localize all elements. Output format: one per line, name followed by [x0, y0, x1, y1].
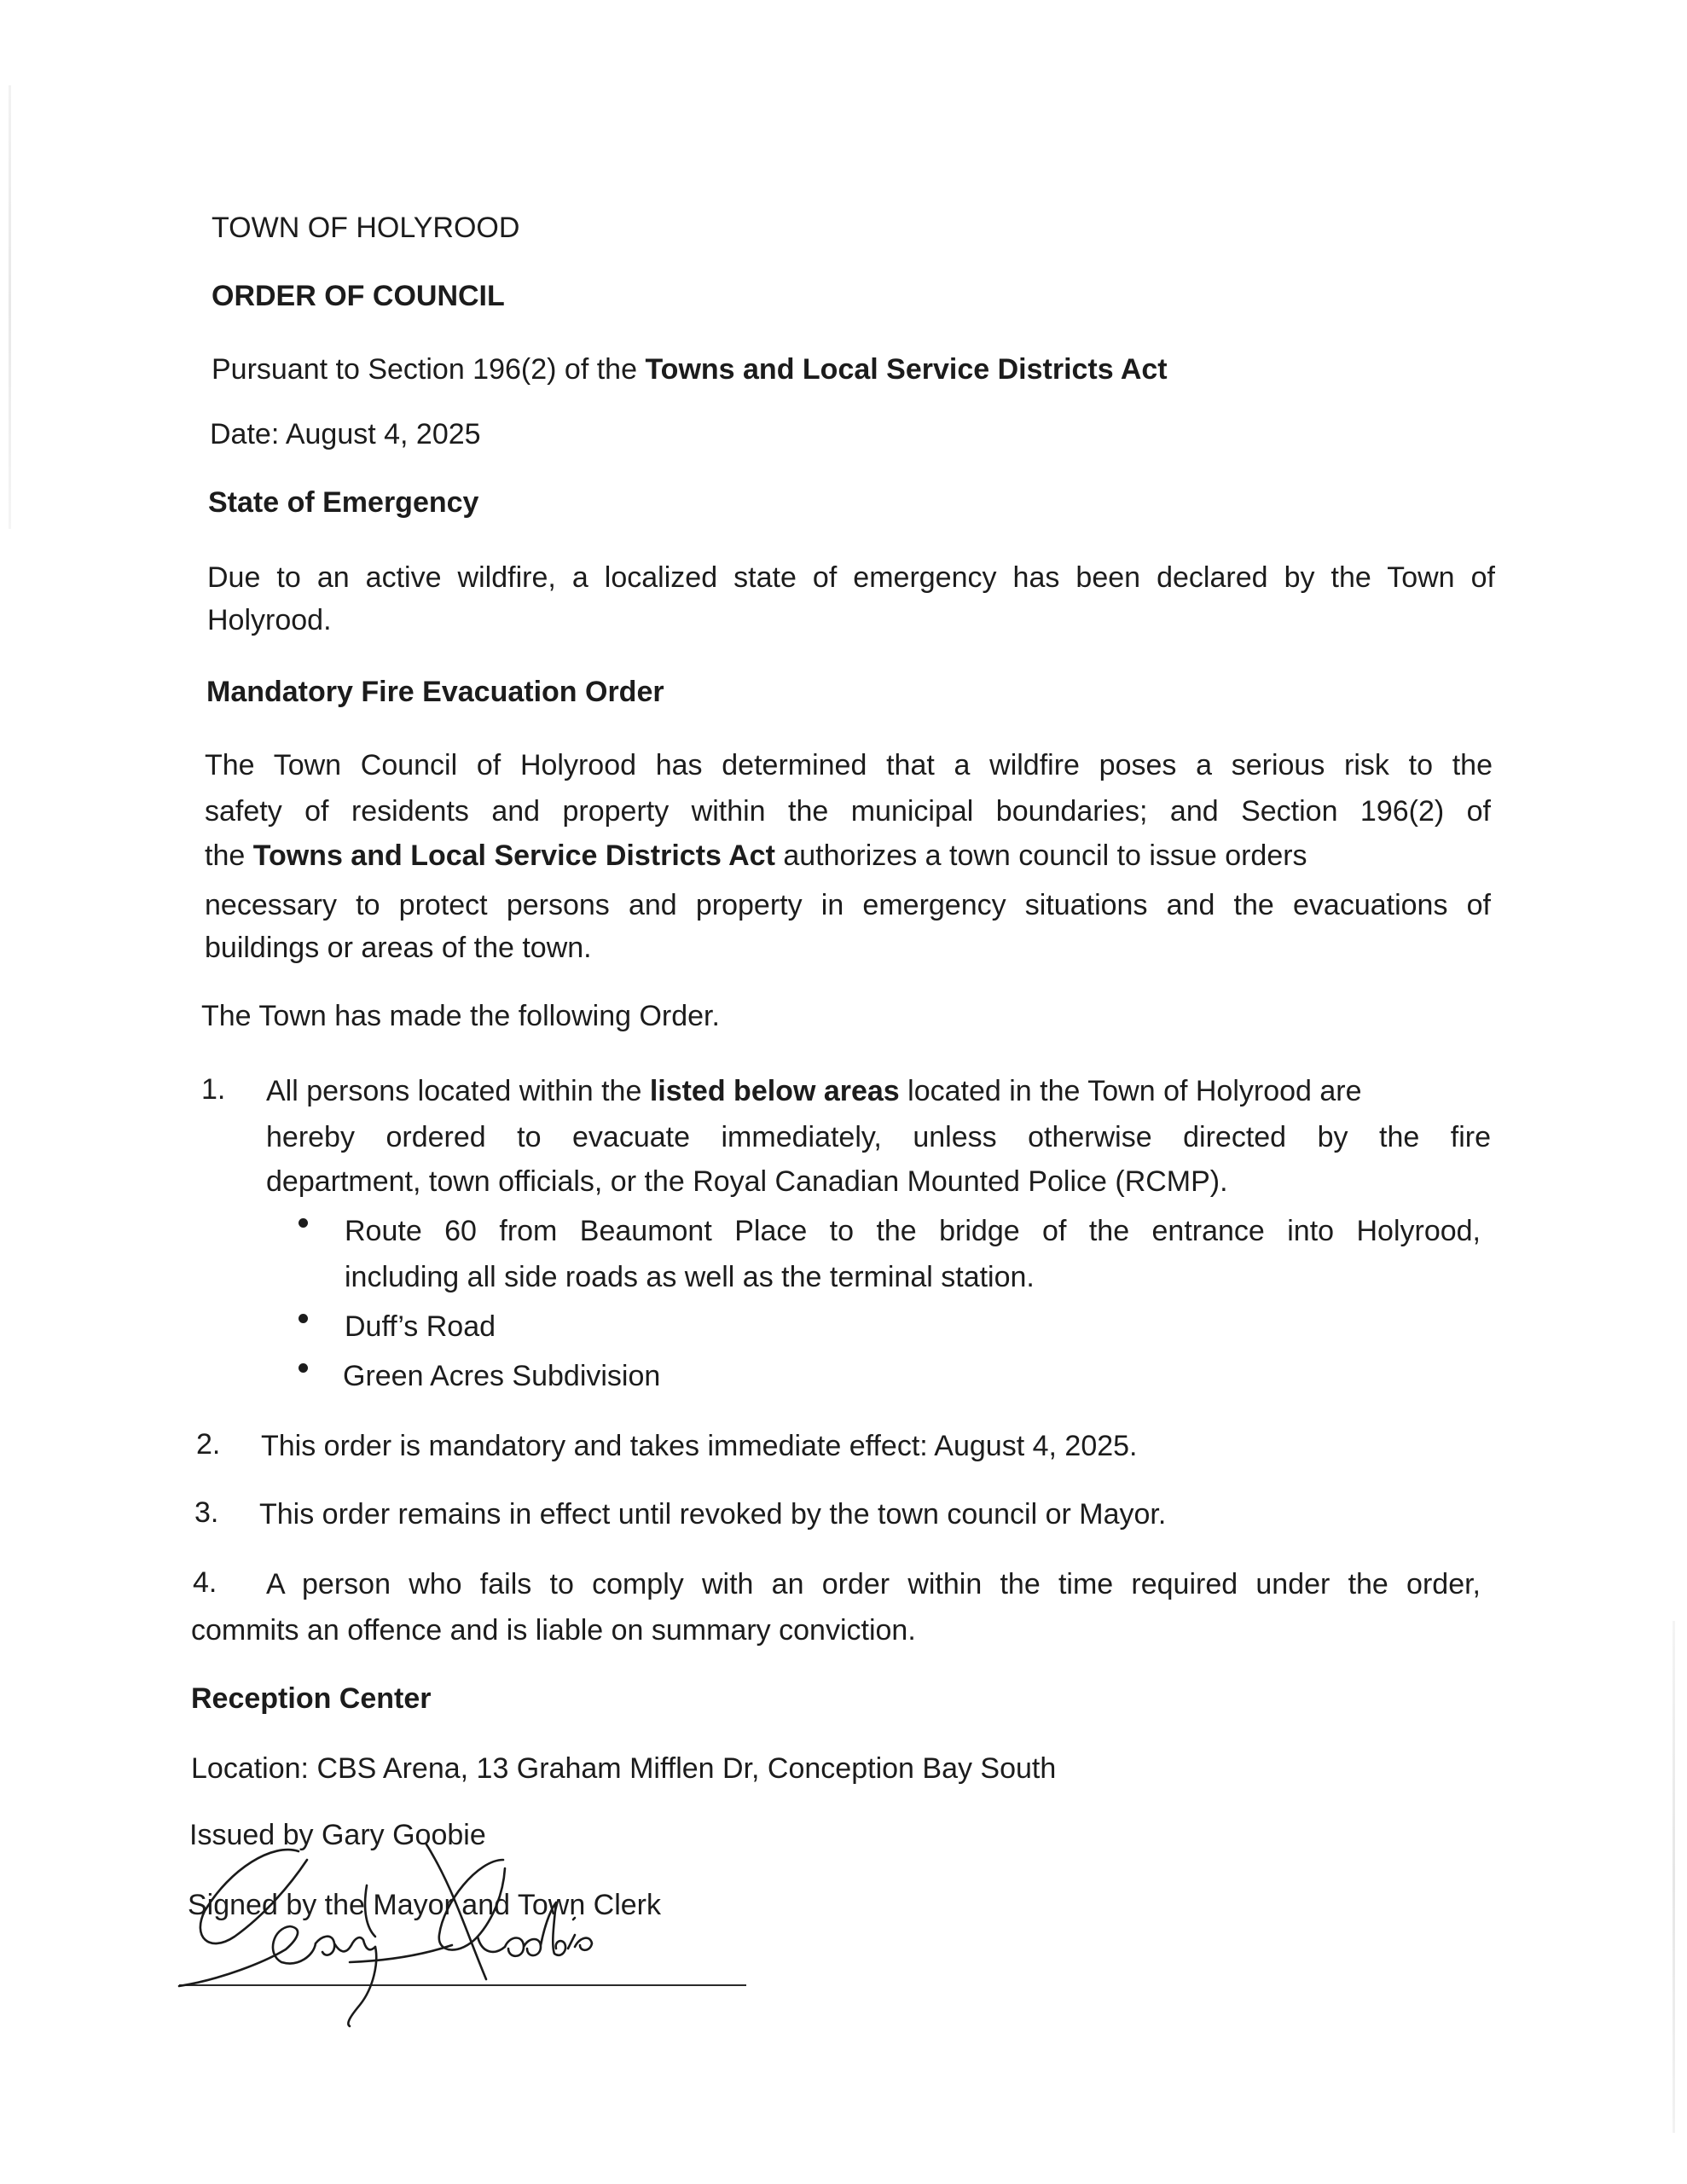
issued-by: Issued by Gary Goobie: [189, 1819, 486, 1851]
emergency-text-line-2: Holyrood.: [207, 604, 332, 636]
evacuation-act-name: Towns and Local Service Districts Act: [252, 839, 775, 872]
evacuation-line3-suffix: authorizes a town council to issue orders: [774, 839, 1307, 872]
scan-edge-left: [9, 85, 11, 529]
item-1-line-1: [266, 1068, 1362, 1114]
reception-heading: Reception Center: [191, 1682, 432, 1715]
signed-by: Signed by the Mayor and Town Clerk: [188, 1889, 662, 1921]
item-2-text: This order is mandatory and takes immediate effect: August 4, 2025.: [261, 1430, 1138, 1462]
area-2: Duff’s Road: [345, 1310, 496, 1343]
emergency-text-line-1: Due to an active wildfire, a localized state of emergency has been declared by the Town of: [207, 561, 1495, 594]
bullet-point: [299, 1363, 308, 1373]
bullet-point: [299, 1218, 308, 1228]
area-1-line-2: including all side roads as well as the terminal station.: [345, 1261, 1035, 1293]
evacuation-text-line-2: safety of residents and property within the municipal boundaries; and Section 196(2) of: [205, 795, 1491, 828]
area-1-line-1: Route 60 from Beaumont Place to the bridge of the entrance into Holyrood,: [345, 1215, 1481, 1247]
item-1-bold: listed below areas: [649, 1075, 900, 1107]
item-4-line-1: A person who fails to comply with an order within the time required under the order,: [266, 1568, 1481, 1600]
act-name: Towns and Local Service Districts Act: [645, 353, 1168, 386]
state-of-emergency-heading: State of Emergency: [208, 486, 479, 519]
evacuation-text-line-1: The Town Council of Holyrood has determined that a wildfire poses a serious risk to the: [205, 749, 1493, 781]
evacuation-line3-prefix: the: [205, 839, 253, 872]
item-1-line-3: department, town officials, or the Royal Canadian Mounted Police (RCMP).: [266, 1165, 1228, 1198]
evacuation-text-line-5: buildings or areas of the town.: [205, 932, 592, 964]
item-3-text: This order remains in effect until revoked by the town council or Mayor.: [259, 1498, 1167, 1531]
bullet-point: [299, 1314, 308, 1323]
following-order-line: The Town has made the following Order.: [201, 1000, 720, 1032]
item-4-line-2: commits an offence and is liable on summary conviction.: [191, 1614, 916, 1647]
evacuation-text-line-4: necessary to protect persons and property in emergency situations and the evacuations of: [205, 889, 1491, 921]
item-4-number: 4.: [193, 1566, 217, 1599]
pursuant-line: [212, 346, 1168, 392]
order-title: ORDER OF COUNCIL: [212, 280, 505, 312]
item-1-suffix: located in the Town of Holyrood are: [899, 1075, 1362, 1107]
item-1-prefix: All persons located within the: [266, 1075, 650, 1107]
scan-edge-right: [1673, 1621, 1675, 2133]
handwritten-signature: [171, 1834, 768, 2030]
area-3: Green Acres Subdivision: [343, 1360, 661, 1392]
pursuant-prefix: Pursuant to Section 196(2) of the: [212, 353, 646, 386]
item-2-number: 2.: [196, 1428, 221, 1461]
evacuation-text-line-3: [205, 833, 1307, 879]
order-date: Date: August 4, 2025: [210, 418, 481, 450]
item-1-line-2: hereby ordered to evacuate immediately, unless otherwise directed by the fire: [266, 1121, 1491, 1153]
item-3-number: 3.: [194, 1496, 219, 1529]
evacuation-heading: Mandatory Fire Evacuation Order: [206, 676, 664, 708]
town-name: TOWN OF HOLYROOD: [212, 212, 520, 244]
item-1-number: 1.: [201, 1073, 226, 1106]
reception-location: Location: CBS Arena, 13 Graham Mifflen Dr, Conception Bay South: [191, 1752, 1057, 1785]
